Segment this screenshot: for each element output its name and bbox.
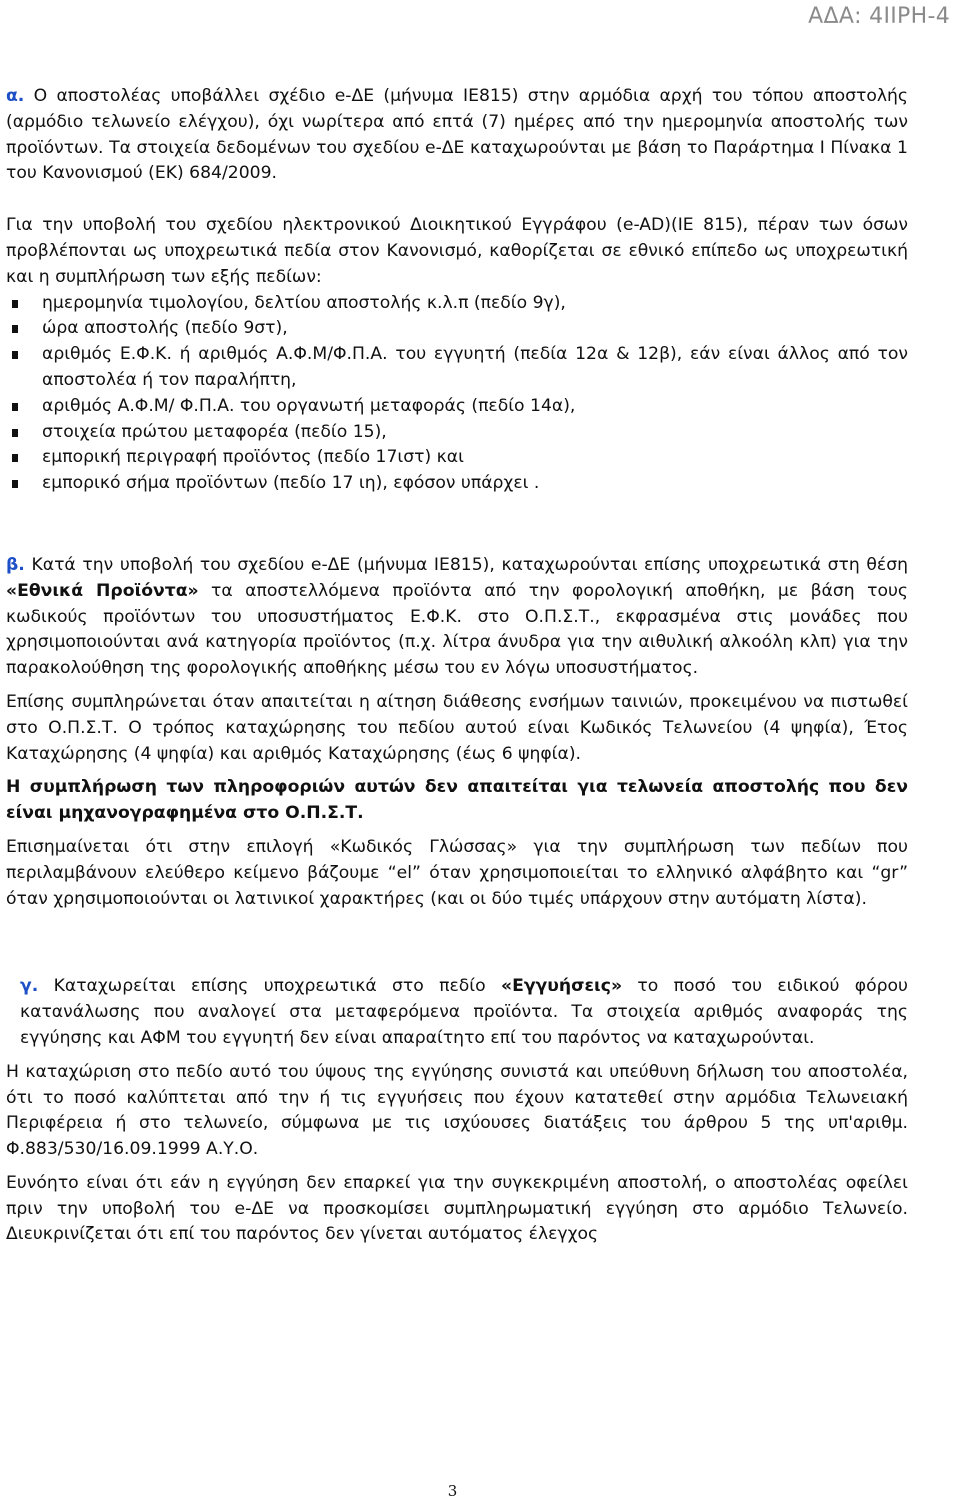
document-body: [6, 84, 908, 1248]
list-item: ώρα αποστολής (πεδίο 9στ),: [6, 316, 908, 342]
section-c-bold-term: «Εγγυήσεις»: [501, 976, 623, 997]
section-b-bold-paragraph: Η συμπλήρωση των πληροφοριών αυτών δεν απαιτείται για τελωνεία αποστολής που δεν είναι μηχανογραφημένα στο Ο.Π.Σ.Τ.: [6, 777, 908, 824]
section-a-marker: α.: [6, 86, 25, 106]
section-c-text-2: το ποσό του ειδικού φόρου κατανάλωσης που αναλογεί στα μεταφερόμενα προϊόντα. Τα στοιχεία αριθμός αναφοράς της εγγύησης και ΑΦΜ του εγγυητή δεν είναι απαραίτητο επί του παρόντος να καταχωρούνται.: [20, 976, 908, 1048]
section-a-intro: Για την υποβολή του σχεδίου ηλεκτρονικού Διοικητικού Εγγράφου (e-AD)(IE 815), πέραν των όσων προβλέπονται ως υποχρεωτικά πεδία στον Κανονισμό, καθορίζεται σε εθνικό επίπεδο ως υποχρεωτική και η συμπλήρωση των εξής πεδίων:: [6, 215, 908, 287]
section-b-bold-term: «Εθνικά Προϊόντα»: [6, 580, 199, 601]
list-item: αριθμός Ε.Φ.Κ. ή αριθμός Α.Φ.Μ/Φ.Π.Α. του εγγυητή (πεδία 12α & 12β), εάν είναι άλλος από τον αποστολέα ή τον παραλήπτη,: [6, 342, 908, 394]
section-a-paragraph: [6, 84, 908, 187]
section-c-text-1: Καταχωρείται επίσης υποχρεωτικά στο πεδίο: [38, 976, 501, 997]
section-c-paragraph-3: Ευνόητο είναι ότι εάν η εγγύηση δεν επαρκεί για την συγκεκριμένη αποστολή, ο αποστολέας οφείλει πριν την υποβολή του e-ΔΕ να προσκομίσει συμπληρωματική εγγύηση στο αρμόδιο Τελωνείο. Διευκρινίζεται ότι επί του παρόντος δεν γίνεται αυτόματος έλεγχος: [6, 1172, 908, 1245]
ada-code: ΑΔΑ: 4ΙΙΡΗ-4: [808, 4, 950, 29]
list-item: εμπορική περιγραφή προϊόντος (πεδίο 17ιστ) και: [6, 445, 908, 471]
section-b-marker: β.: [6, 554, 25, 575]
section-b-paragraph: [6, 553, 908, 682]
mandatory-fields-list: [6, 291, 908, 497]
section-c-paragraph: [6, 974, 908, 1051]
section-c-paragraph-2: Η καταχώριση στο πεδίο αυτό του ύψους της εγγύησης συνιστά και υπεύθυνη δήλωση του αποστολέα, ότι το ποσό καλύπτεται από την ή τις εγγυήσεις που έχουν κατατεθεί στην αρμόδια Τελωνειακή Περιφέρεια ή στο τελωνείο, σύμφωνα με τις ισχύουσες διατάξεις του άρθρου 5 της υπ'αριθμ. Φ.883/530/16.09.1999 Α.Υ.Ο.: [6, 1061, 908, 1160]
section-b-text-2: τα αποστελλόμενα προϊόντα από την φορολογική αποθήκη, με βάση τους κωδικούς προϊόντων του υποσυστήματος Ε.Φ.Κ. στο Ο.Π.Σ.Τ., εκφρασμένα στις μονάδες που χρησιμοποιούνται ανά κατηγορία προϊόντος (π.χ. λίτρα άνυδρα για την αιθυλική αλκοόλη κλπ) για την παρακολούθηση της φορολογικής αποθήκης μέσω του εν λόγω υποσυστήματος.: [6, 580, 908, 679]
section-a-text: Ο αποστολέας υποβάλλει σχέδιο e-ΔΕ (μήνυμα IE815) στην αρμόδια αρχή του τόπου αποστολής (αρμόδιο τελωνείο ελέγχου), όχι νωρίτερα από επτά (7) ημέρες από την ημερομηνία αποστολής των προϊόντων. Τα στοιχεία δεδομένων του σχεδίου e-ΔΕ καταχωρούνται με βάση το Παράρτημα Ι Πίνακα 1 του Κανονισμού (ΕΚ) 684/2009.: [6, 86, 908, 184]
list-item: εμπορικό σήμα προϊόντων (πεδίο 17 ιη), εφόσον υπάρχει .: [6, 471, 908, 497]
section-b-text-1: Κατά την υποβολή του σχεδίου e-ΔΕ (μήνυμα IE815), καταχωρούνται επίσης υποχρεωτικά στη θέση: [24, 554, 908, 575]
section-c-marker: γ.: [20, 976, 39, 997]
list-item: αριθμός Α.Φ.Μ/ Φ.Π.Α. του οργανωτή μεταφοράς (πεδίο 14α),: [6, 394, 908, 420]
section-b-paragraph-2: Επίσης συμπληρώνεται όταν απαιτείται η αίτηση διάθεσης ενσήμων ταινιών, προκειμένου να πιστωθεί στο Ο.Π.Σ.Τ. Ο τρόπος καταχώρησης του πεδίου αυτού είναι Κωδικός Τελωνείου (4 ψηφία), Έτος Καταχώρησης (4 ψηφία) και αριθμός Καταχώρησης (έως 6 ψηφία).: [6, 691, 908, 764]
list-item: στοιχεία πρώτου μεταφορέα (πεδίο 15),: [6, 420, 908, 446]
section-b-paragraph-4: Επισημαίνεται ότι στην επιλογή «Κωδικός Γλώσσας» για την συμπλήρωση των πεδίων που περιλαμβάνουν ελεύθερο κείμενο βάζουμε “el” όταν χρησιμοποιείται το ελληνικό αλφάβητο και “gr” όταν χρησιμοποιούνται οι λατινικοί χαρακτήρες (και οι δύο τιμές υπάρχουν στην αυτόματη λίστα).: [6, 836, 908, 909]
list-item: ημερομηνία τιμολογίου, δελτίου αποστολής κ.λ.π (πεδίο 9γ),: [6, 291, 908, 317]
page-number: 3: [447, 1482, 458, 1500]
